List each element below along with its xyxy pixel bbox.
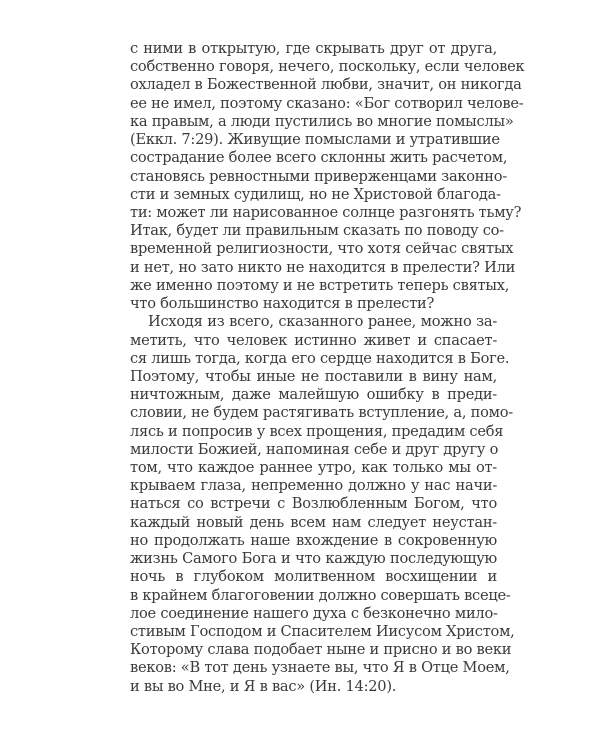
text-line: словии, не будем растягивать вступление, а, помо- [130,404,513,422]
text-line: ее не имел, поэтому сказано: «Бог сотворил челове- [130,94,524,112]
text-line: ка правым, а люди пустились во многие помыслы» [130,112,514,130]
text-line: ничтожным, даже малейшую ошибку в преди- [130,386,497,404]
text-line: том, что каждое раннее утро, как только мы от- [130,459,497,477]
text-line: что большинство находится в прелести? [130,295,435,313]
text-line: Исходя из всего, сказанного ранее, можно за- [148,313,497,331]
text-line: каждый новый день всем нам следует неустан- [130,513,497,531]
paragraph [130,40,525,313]
text-line: становясь ревностными приверженцами законно- [130,167,507,185]
text-line: ся лишь тогда, когда его сердце находится в Боге. [130,349,510,367]
text-line: метить, что человек истинно живет и спасает- [130,331,497,349]
text-line: временной религиозности, что хотя сейчас святых [130,240,514,258]
text-line: лясь и попросив у всех прощения, предадим себя [130,422,504,440]
text-line: стивым Господом и Спасителем Иисусом Христом, [130,623,515,640]
text-line: ночь в глубоком молитвенном восхищении и [130,568,497,586]
text-line: сти и земных судилищ, но не Христовой благода- [130,185,501,203]
text-line: охладел в Божественной любви, значит, он никогда [130,76,522,94]
text-line: в крайнем благоговении должно совершать всеце- [130,586,511,604]
text-line: (Еккл. 7:29). Живущие помыслами и утратившие [130,131,500,149]
text-line: собственно говоря, нечего, поскольку, если человек [130,58,525,76]
text-line: жизнь Самого Бога и что каждую последующую [130,550,497,568]
text-line: Поэтому, чтобы иные не поставили в вину нам, [130,367,497,385]
text-line: сострадание более всего склонны жить расчетом, [130,149,508,167]
text-line: же именно поэтому и не встретить теперь святых, [130,276,510,294]
text-line: лое соединение нашего духа с безконечно мило- [130,604,498,622]
text-line: и вы во Мне, и Я в вас» (Ин. 14:20). [130,677,397,695]
text-line: веков: «В тот день узнаете вы, что Я в Отце Моем, [130,659,510,677]
text-line: милости Божией, напоминая себе и друг другу о [130,440,499,458]
text-line: с ними в открытую, где скрывать друг от друга, [130,40,497,57]
text-line: Которому слава подобает ныне и присно и во веки [130,641,512,659]
page-text [130,40,525,696]
text-line: но продолжать наше вхождение в сокровенную [130,531,497,549]
text-line: ти: может ли нарисованное солнце разгонять тьму? [130,203,522,221]
text-line: наться со встречи с Возлюбленным Богом, что [130,495,497,513]
text-line: Итак, будет ли правильным сказать по поводу со- [130,222,504,240]
paragraph [130,313,515,696]
text-line: крываем глаза, непременно должно у нас начи- [130,477,497,495]
text-line: и нет, но зато никто не находится в прелести? Или [130,258,516,276]
